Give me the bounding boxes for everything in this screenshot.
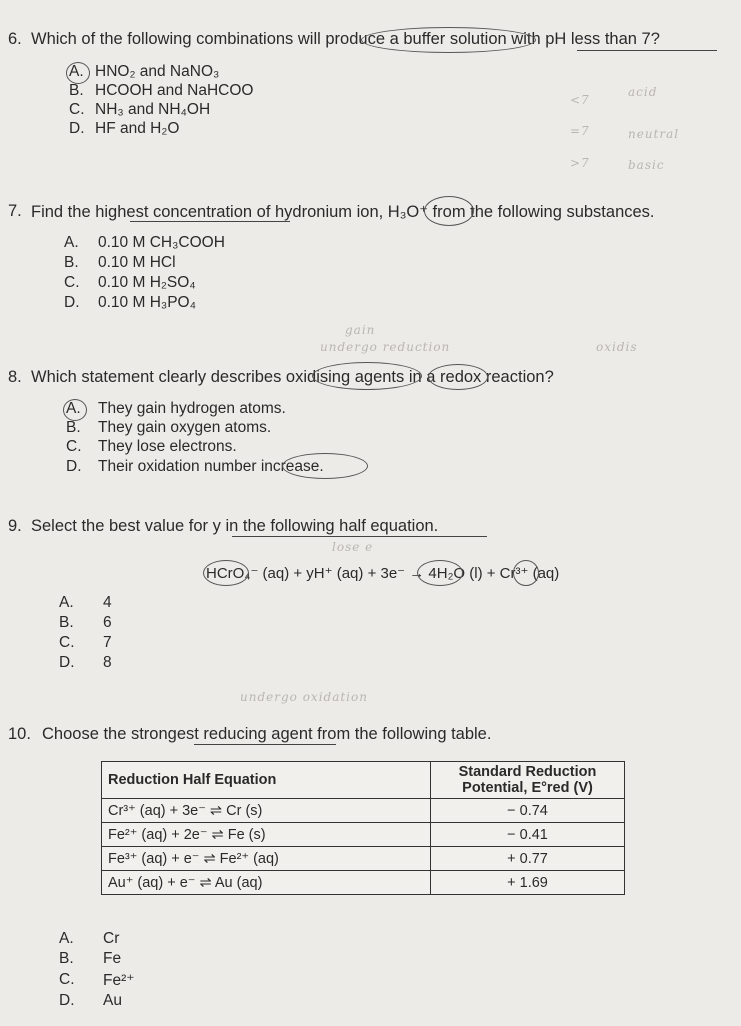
table-header: Standard Reduction Potential, E°red (V) bbox=[431, 762, 625, 799]
pen-circle bbox=[428, 364, 488, 390]
option-letter: A. bbox=[59, 594, 74, 611]
option-text: They gain oxygen atoms. bbox=[98, 419, 272, 436]
option-text: Their oxidation number increase. bbox=[98, 458, 324, 475]
option-text: HF and H₂O bbox=[95, 120, 180, 137]
table-header: Reduction Half Equation bbox=[102, 762, 431, 799]
option-letter: D. bbox=[64, 294, 80, 311]
option-text: 0.10 M HCl bbox=[98, 254, 176, 271]
pen-circle bbox=[312, 362, 422, 390]
option-letter: A. bbox=[59, 930, 74, 947]
reduction-potential-table bbox=[101, 761, 625, 895]
option-letter: B. bbox=[66, 419, 81, 436]
handwritten-note: neutral bbox=[628, 127, 680, 141]
table-cell: + 1.69 bbox=[431, 871, 625, 895]
option-letter: D. bbox=[59, 992, 75, 1009]
option-letter: D. bbox=[69, 120, 85, 137]
table-cell: + 0.77 bbox=[431, 847, 625, 871]
handwritten-note: undergo reduction bbox=[320, 340, 451, 354]
option-letter: C. bbox=[59, 971, 75, 988]
option-letter: A. bbox=[69, 63, 84, 80]
option-text: 8 bbox=[103, 654, 112, 671]
handwritten-note: undergo oxidation bbox=[240, 690, 368, 704]
question-number: 8. bbox=[8, 368, 22, 386]
option-text: Au bbox=[103, 992, 122, 1009]
handwritten-note: =7 bbox=[570, 124, 590, 138]
option-letter: D. bbox=[59, 654, 75, 671]
question-number: 9. bbox=[8, 517, 22, 535]
option-letter: C. bbox=[59, 634, 75, 651]
option-letter: C. bbox=[64, 274, 80, 291]
option-text: Fe bbox=[103, 950, 122, 967]
handwritten-note: <7 bbox=[570, 93, 590, 107]
pen-underline bbox=[130, 221, 290, 222]
question-text: Choose the strongest reducing agent from the following table. bbox=[42, 725, 492, 743]
question-text: Find the highest concentration of hydronium ion, H₃O⁺ from the following substances. bbox=[31, 203, 655, 221]
pen-circle bbox=[282, 453, 368, 479]
question-text: Select the best value for y in the following half equation. bbox=[31, 517, 439, 535]
handwritten-note: basic bbox=[628, 158, 665, 172]
option-text: Fe²⁺ bbox=[103, 972, 135, 989]
handwritten-note: acid bbox=[628, 85, 658, 99]
table-row bbox=[102, 847, 625, 871]
question-text: Which of the following combinations will produce a buffer solution with pH less than 7? bbox=[31, 30, 660, 48]
option-letter: A. bbox=[66, 400, 81, 417]
pen-circle bbox=[513, 560, 539, 586]
pen-circle bbox=[361, 27, 536, 53]
option-text: HNO₂ and NaNO₃ bbox=[95, 63, 220, 80]
pen-underline bbox=[577, 50, 717, 51]
table-cell: − 0.41 bbox=[431, 823, 625, 847]
question-number: 10. bbox=[8, 725, 31, 743]
pen-circle bbox=[417, 560, 463, 586]
option-text: 4 bbox=[103, 594, 112, 611]
table-cell: Fe³⁺ (aq) + e⁻ ⇌ Fe²⁺ (aq) bbox=[102, 847, 431, 871]
pen-circle bbox=[203, 560, 249, 586]
pen-underline bbox=[194, 744, 336, 745]
option-text: 0.10 M CH₃COOH bbox=[98, 234, 225, 251]
half-equation: HCrO₄⁻ (aq) + yH⁺ (aq) + 3e⁻ → 4H₂O (l) + Cr³⁺ (aq) bbox=[206, 565, 560, 582]
option-letter: C. bbox=[69, 101, 85, 118]
option-letter: A. bbox=[64, 234, 79, 251]
question-number: 6. bbox=[8, 30, 22, 48]
option-text: 7 bbox=[103, 634, 112, 651]
option-letter: B. bbox=[69, 82, 84, 99]
question-number: 7. bbox=[8, 202, 22, 220]
pen-circle bbox=[424, 196, 474, 226]
option-letter: B. bbox=[64, 254, 79, 271]
handwritten-note: >7 bbox=[570, 156, 590, 170]
table-cell: Au⁺ (aq) + e⁻ ⇌ Au (aq) bbox=[102, 871, 431, 895]
handwritten-note: oxidis bbox=[596, 340, 638, 354]
table-cell: Fe²⁺ (aq) + 2e⁻ ⇌ Fe (s) bbox=[102, 823, 431, 847]
option-letter: B. bbox=[59, 950, 74, 967]
option-text: 0.10 M H₂SO₄ bbox=[98, 274, 196, 291]
table-cell: Cr³⁺ (aq) + 3e⁻ ⇌ Cr (s) bbox=[102, 799, 431, 823]
handwritten-note: gain bbox=[345, 323, 376, 337]
option-text: Cr bbox=[103, 930, 120, 947]
handwritten-note: lose e bbox=[332, 540, 374, 554]
table-row bbox=[102, 823, 625, 847]
option-letter: C. bbox=[66, 438, 82, 455]
table-row bbox=[102, 871, 625, 895]
option-letter: D. bbox=[66, 458, 82, 475]
question-text: Which statement clearly describes oxidising agents in a redox reaction? bbox=[31, 368, 554, 386]
option-letter: B. bbox=[59, 614, 74, 631]
option-text: NH₃ and NH₄OH bbox=[95, 101, 211, 118]
pen-underline bbox=[232, 536, 487, 537]
table-row bbox=[102, 799, 625, 823]
option-text: 6 bbox=[103, 614, 112, 631]
option-text: 0.10 M H₃PO₄ bbox=[98, 294, 196, 311]
option-text: HCOOH and NaHCOO bbox=[95, 82, 254, 99]
option-text: They lose electrons. bbox=[98, 438, 237, 455]
option-text: They gain hydrogen atoms. bbox=[98, 400, 286, 417]
table-cell: − 0.74 bbox=[431, 799, 625, 823]
